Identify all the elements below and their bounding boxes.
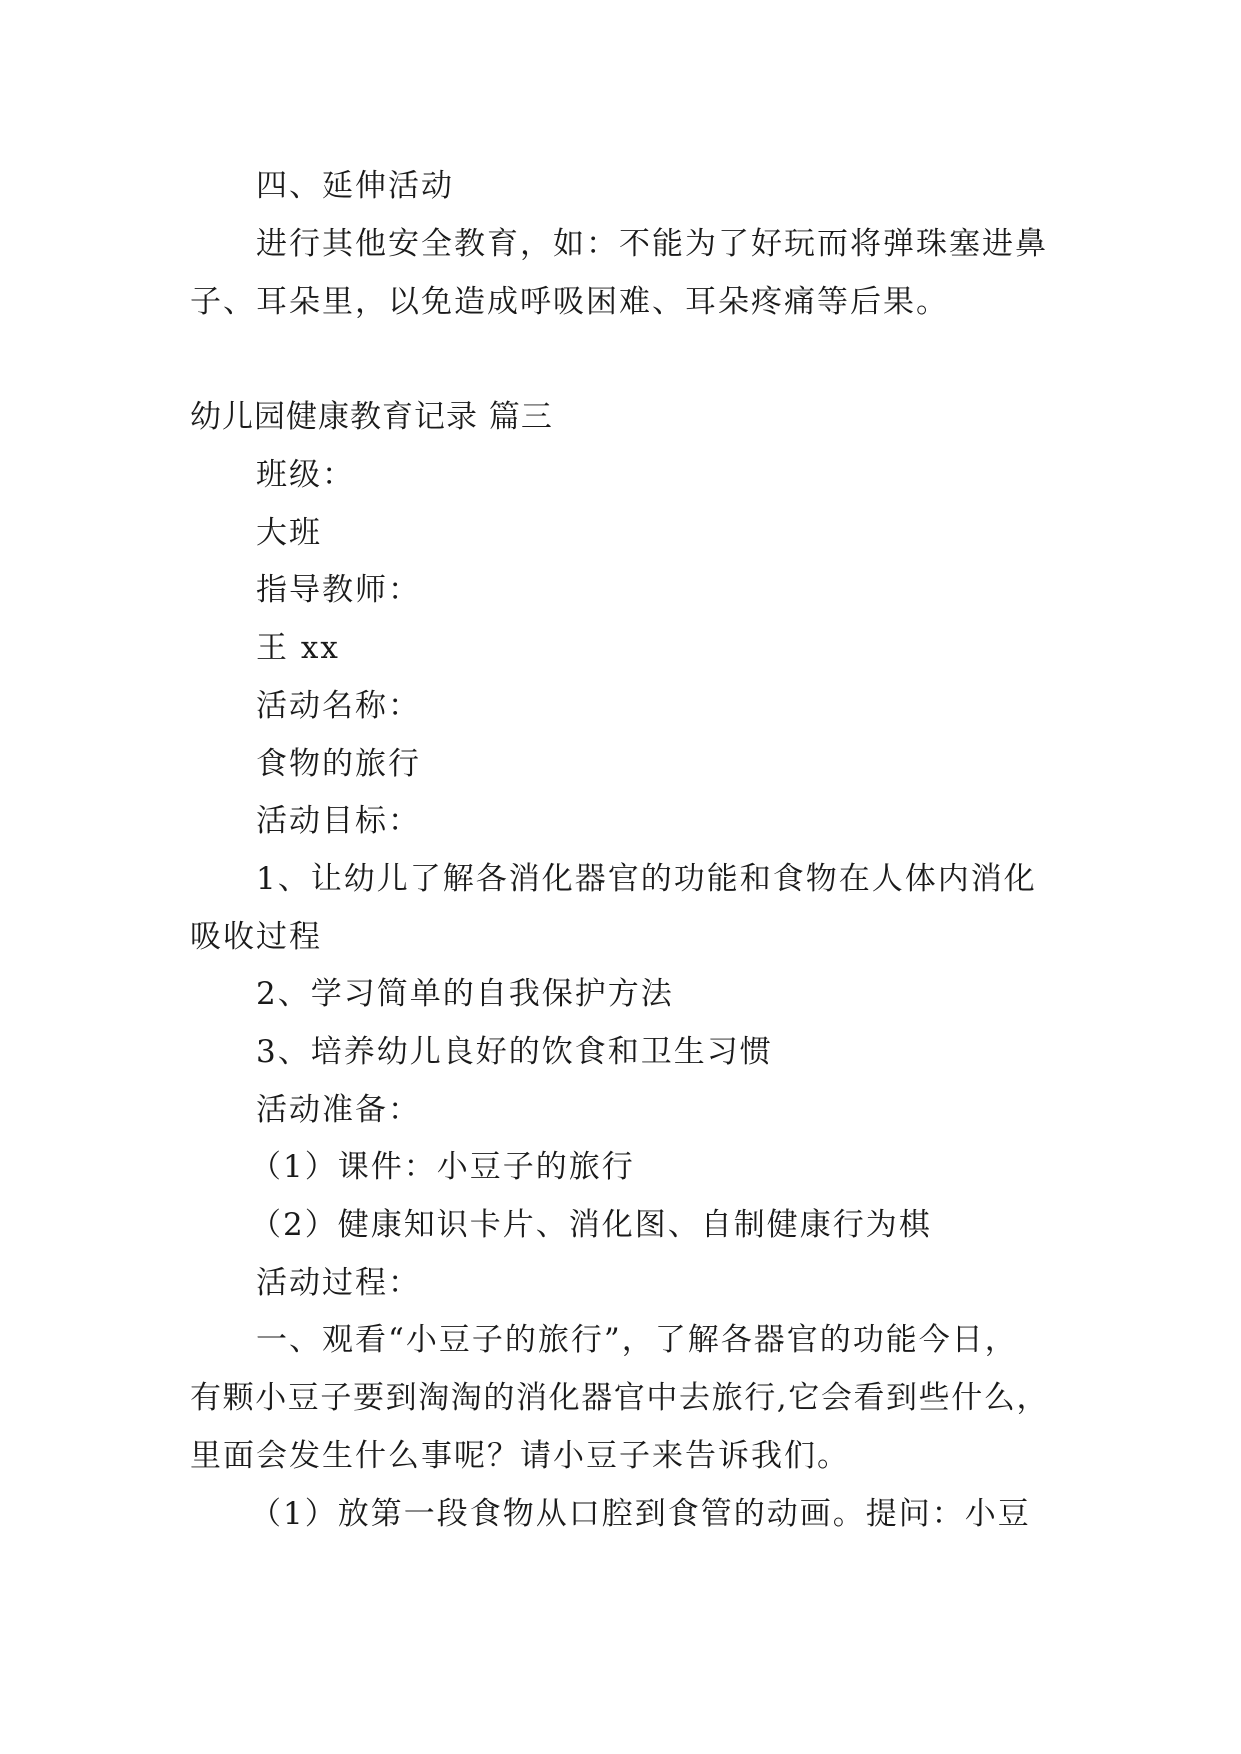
paragraph-line: 一、观看“小豆子的旅行”，了解各器官的功能今日，: [256, 1322, 1018, 1358]
goal-item: 2、学习简单的自我保护方法: [256, 976, 674, 1012]
goal-item: 1、让幼儿了解各消化器官的功能和食物在人体内消化: [256, 861, 1037, 897]
field-label-preparation: 活动准备：: [256, 1092, 421, 1128]
paragraph-line: （1）放第一段食物从口腔到食管的动画。提问：小豆: [250, 1496, 1031, 1532]
section-heading-extension: 四、延伸活动: [256, 168, 454, 204]
paragraph-line: 有颗小豆子要到淘淘的消化器官中去旅行,它会看到些什么，: [190, 1380, 1050, 1416]
paragraph-line: 进行其他安全教育，如：不能为了好玩而将弹珠塞进鼻: [256, 226, 1048, 262]
field-label-class: 班级：: [256, 457, 355, 493]
field-label-process: 活动过程：: [256, 1265, 421, 1301]
field-label-teacher: 指导教师：: [256, 572, 421, 608]
paragraph-line: 子、耳朵里，以免造成呼吸困难、耳朵疼痛等后果。: [190, 284, 949, 320]
article-title: 幼儿园健康教育记录 篇三: [190, 399, 553, 435]
preparation-item: （2）健康知识卡片、消化图、自制健康行为棋: [250, 1207, 932, 1243]
field-label-goals: 活动目标：: [256, 803, 421, 839]
goal-item: 3、培养幼儿良好的饮食和卫生习惯: [256, 1034, 773, 1070]
field-value-teacher: 王 xx: [256, 630, 340, 666]
paragraph-line: 里面会发生什么事呢？请小豆子来告诉我们。: [190, 1438, 850, 1474]
field-label-activity-name: 活动名称：: [256, 688, 421, 724]
preparation-item: （1）课件：小豆子的旅行: [250, 1149, 635, 1185]
field-value-activity-name: 食物的旅行: [256, 746, 421, 782]
goal-item-continuation: 吸收过程: [190, 919, 322, 955]
field-value-class: 大班: [256, 515, 322, 551]
